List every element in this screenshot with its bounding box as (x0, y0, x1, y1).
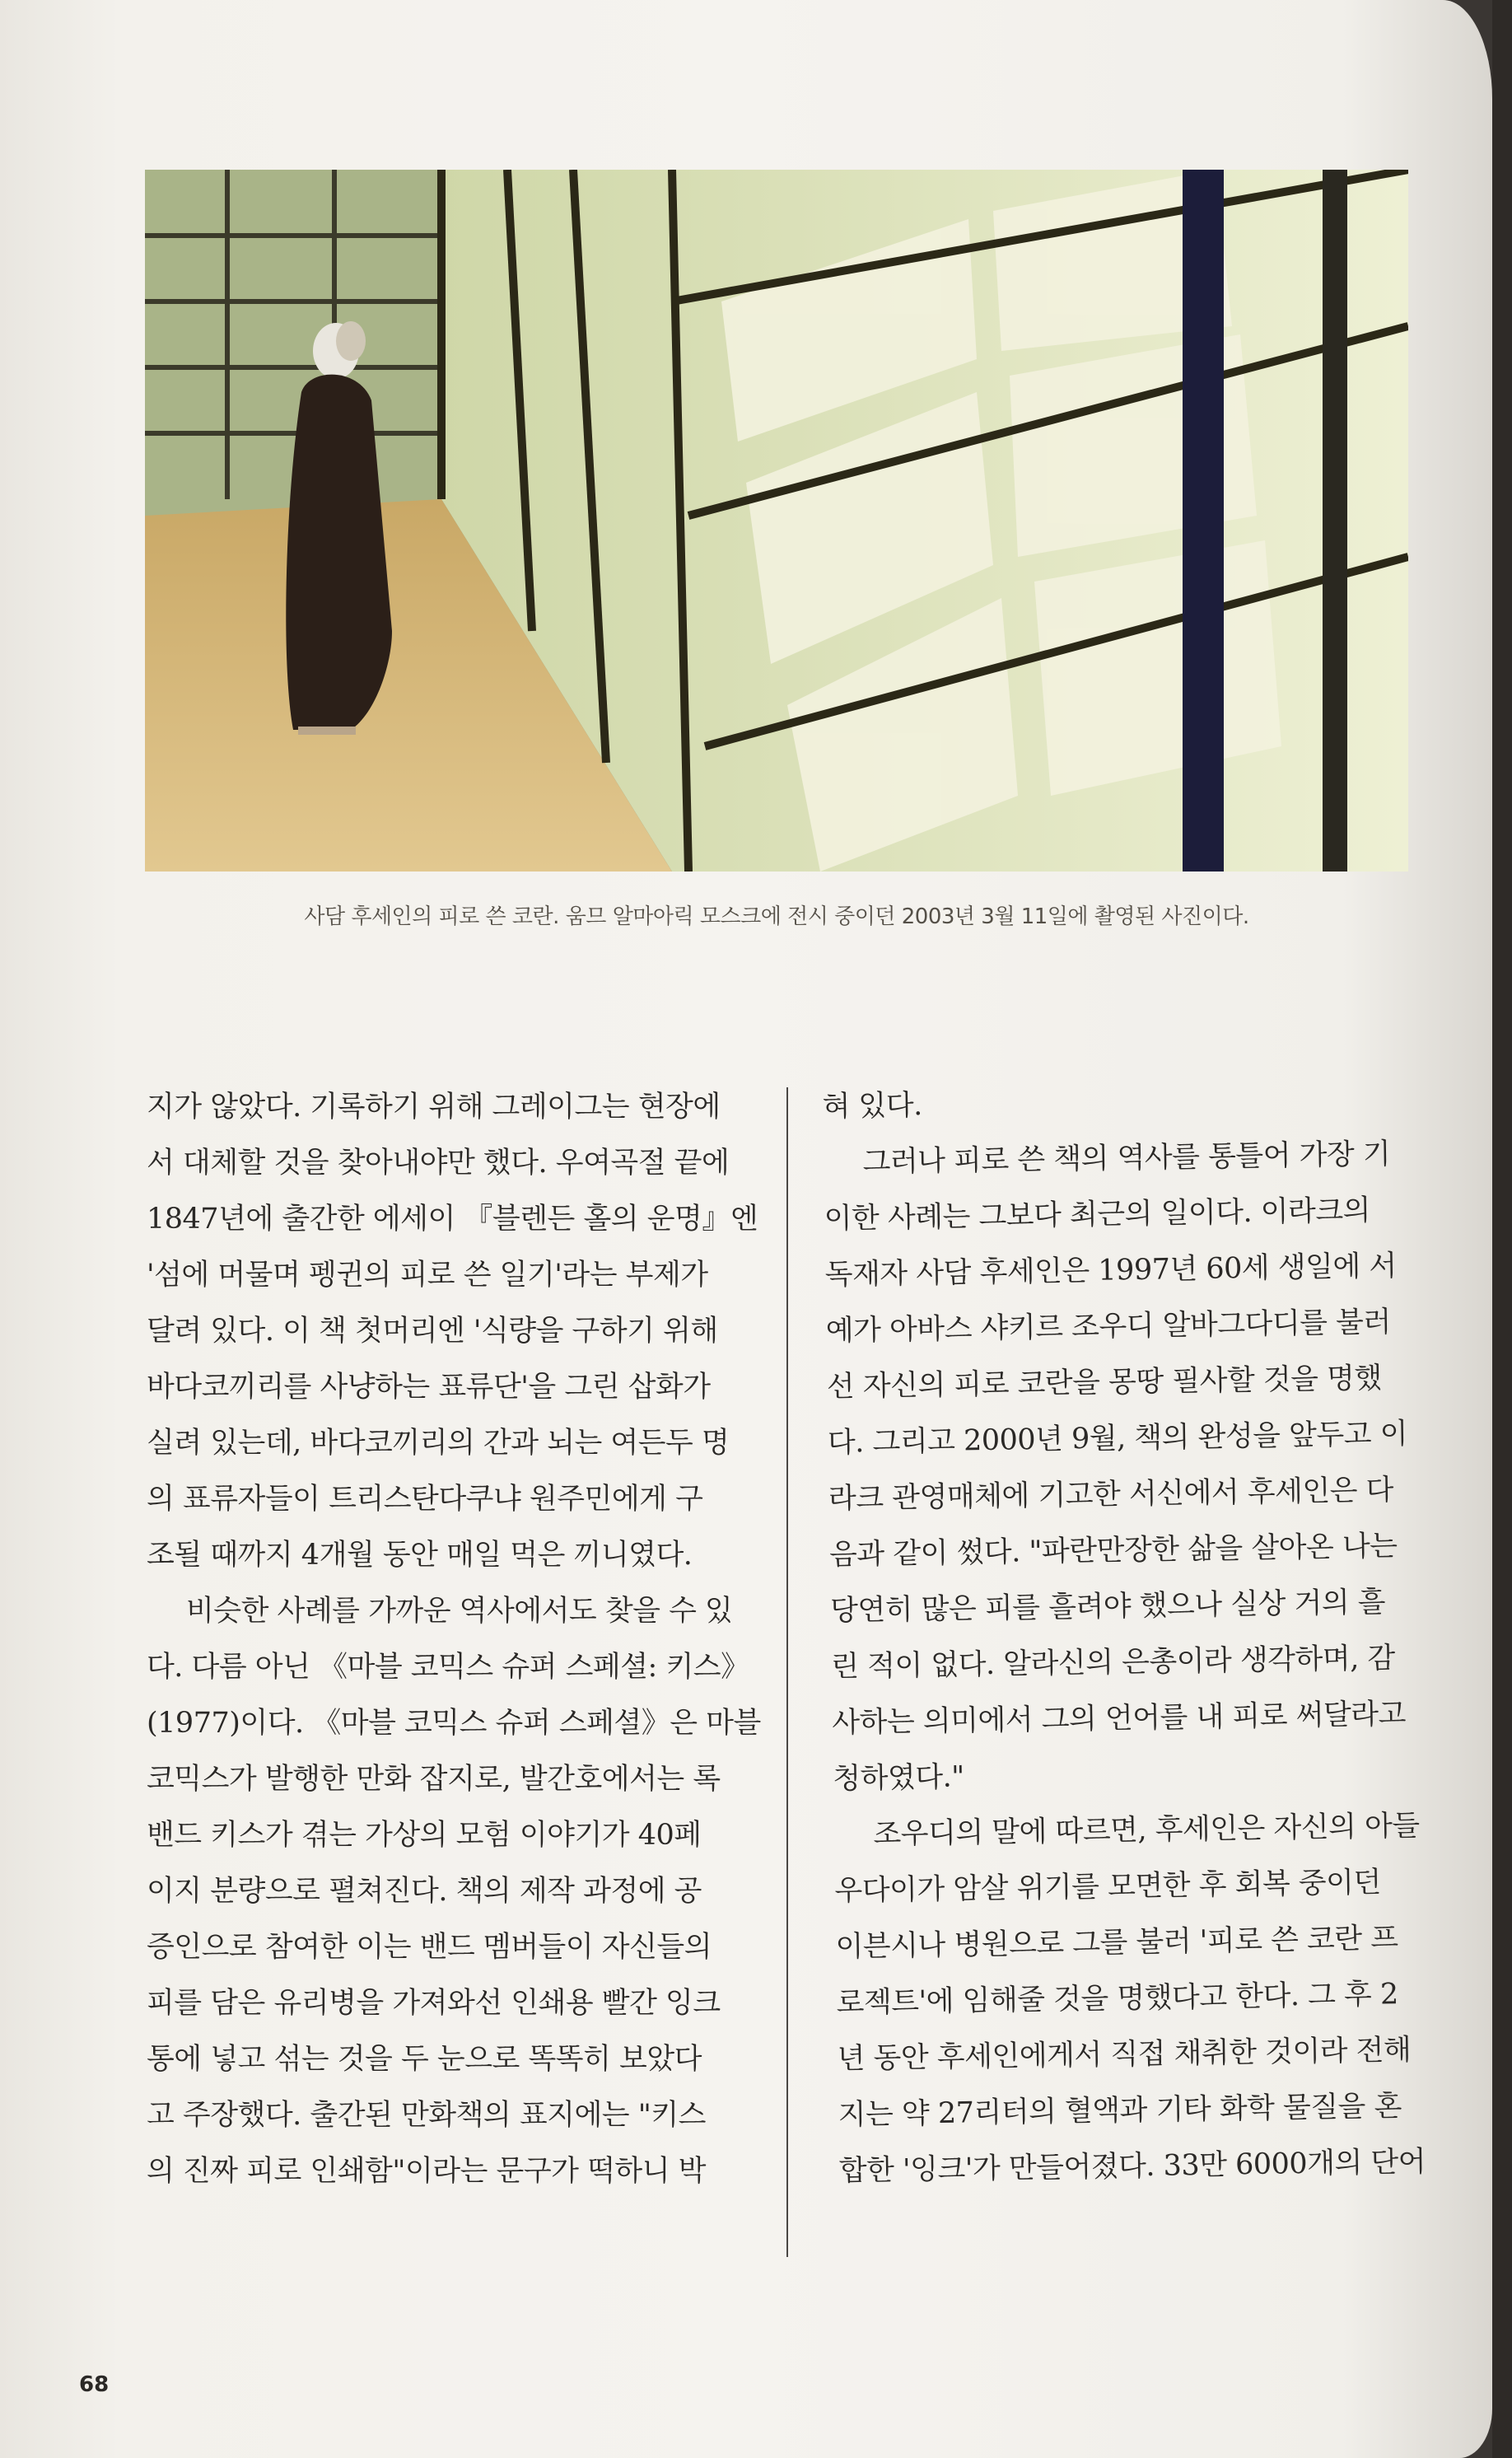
photo-caption: 사담 후세인의 피로 쓴 코란. 움므 알마아릭 모스크에 전시 중이던 2003년 3월 11일에 촬영된 사진이다. (304, 904, 1249, 929)
text-line: 다. 그리고 2000년 9월, 책의 완성을 앞두고 이 (827, 1417, 1408, 1460)
text-line: 증인으로 참여한 이는 밴드 멤버들이 자신들의 (147, 1931, 712, 1964)
text-line: 합한 '잉크'가 만들어졌다. 33만 6000개의 단어 (838, 2145, 1426, 2188)
text-line: 라크 관영매체에 기고한 서신에서 후세인은 다 (828, 1474, 1394, 1516)
text-line: 우다이가 암살 위기를 모면한 후 회복 중이던 (834, 1866, 1382, 1908)
text-line: (1977)이다. 《마블 코믹스 슈퍼 스페셜》은 마블 (147, 1707, 761, 1740)
text-line: 다. 다름 아닌 《마블 코믹스 슈퍼 스페셜: 키스》 (147, 1651, 749, 1684)
text-line: 린 적이 없다. 알라신의 은총이라 생각하며, 감 (830, 1642, 1396, 1684)
text-line: 1847년에 출간한 에세이 『블렌든 홀의 운명』엔 (147, 1203, 758, 1236)
text-line: 음과 같이 썼다. "파란만장한 삶을 살아온 나는 (828, 1530, 1398, 1572)
text-line: 이한 사례는 그보다 최근의 일이다. 이라크의 (824, 1194, 1371, 1236)
text-line: 실려 있는데, 바다코끼리의 간과 뇌는 여든두 명 (147, 1427, 730, 1460)
text-line: 조우디의 말에 따르면, 후세인은 자신의 아들 (873, 1809, 1420, 1852)
text-line: 비슷한 사례를 가까운 역사에서도 찾을 수 있 (186, 1595, 733, 1628)
text-line: 밴드 키스가 겪는 가상의 모험 이야기가 40페 (147, 1819, 702, 1852)
text-line: 피를 담은 유리병을 가져와선 인쇄용 빨간 잉크 (147, 1987, 721, 2020)
text-line: 조될 때까지 4개월 동안 매일 먹은 끼니였다. (147, 1539, 693, 1572)
photo-quran-display (145, 170, 1408, 872)
background-edge (1492, 0, 1512, 2458)
text-line: 이지 분량으로 펼쳐진다. 책의 제작 과정에 공 (147, 1875, 702, 1908)
text-line: 청하였다." (833, 1760, 965, 1796)
text-line: 지는 약 27리터의 혈액과 기타 화학 물질을 혼 (838, 2090, 1402, 2132)
text-line: 그러나 피로 쓴 책의 역사를 통틀어 가장 기 (862, 1138, 1391, 1180)
text-line: 지가 않았다. 기록하기 위해 그레이그는 현장에 (147, 1091, 721, 1124)
text-line: 의 진짜 피로 인쇄함"이라는 문구가 떡하니 박 (147, 2155, 706, 2188)
text-line: 서 대체할 것을 찾아내야만 했다. 우여곡절 끝에 (147, 1147, 730, 1180)
text-line: 달려 있다. 이 책 첫머리엔 '식량을 구하기 위해 (147, 1315, 718, 1348)
text-line: 의 표류자들이 트리스탄다쿠냐 원주민에게 구 (147, 1483, 703, 1516)
text-line: 바다코끼리를 사냥하는 표류단'을 그린 삽화가 (147, 1371, 711, 1404)
text-line: 코믹스가 발행한 만화 잡지로, 발간호에서는 록 (147, 1763, 721, 1796)
text-line: 혀 있다. (822, 1089, 923, 1124)
text-line: 선 자신의 피로 코란을 몽땅 필사할 것을 명했 (826, 1362, 1383, 1404)
text-line: 이븐시나 병원으로 그를 불러 '피로 쓴 코란 프 (835, 1922, 1398, 1964)
text-line: 로젝트'에 임해줄 것을 명했다고 한다. 그 후 2 (836, 1978, 1399, 2020)
text-line: 통에 넣고 섞는 것을 두 눈으로 똑똑히 보았다 (147, 2043, 702, 2076)
text-line: '섬에 머물며 펭귄의 피로 쓴 일기'라는 부제가 (147, 1259, 708, 1292)
text-line: 당연히 많은 피를 흘려야 했으나 실상 거의 흘 (829, 1586, 1386, 1628)
page-number: 68 (79, 2372, 110, 2397)
text-line: 년 동안 후세인에게서 직접 채취한 것이라 전해 (837, 2033, 1412, 2076)
right-text-column (822, 1070, 1432, 2199)
text-line: 사하는 의미에서 그의 언어를 내 피로 써달라고 (831, 1697, 1407, 1740)
text-line: 독재자 사담 후세인은 1997년 60세 생일에 서 (824, 1250, 1397, 1292)
column-divider (786, 1087, 788, 2257)
text-line: 고 주장했다. 출간된 만화책의 표지에는 "키스 (147, 2099, 706, 2132)
text-line: 예가 아바스 샤키르 조우디 알바그다디를 불러 (825, 1306, 1392, 1348)
left-text-column (147, 1079, 761, 2199)
